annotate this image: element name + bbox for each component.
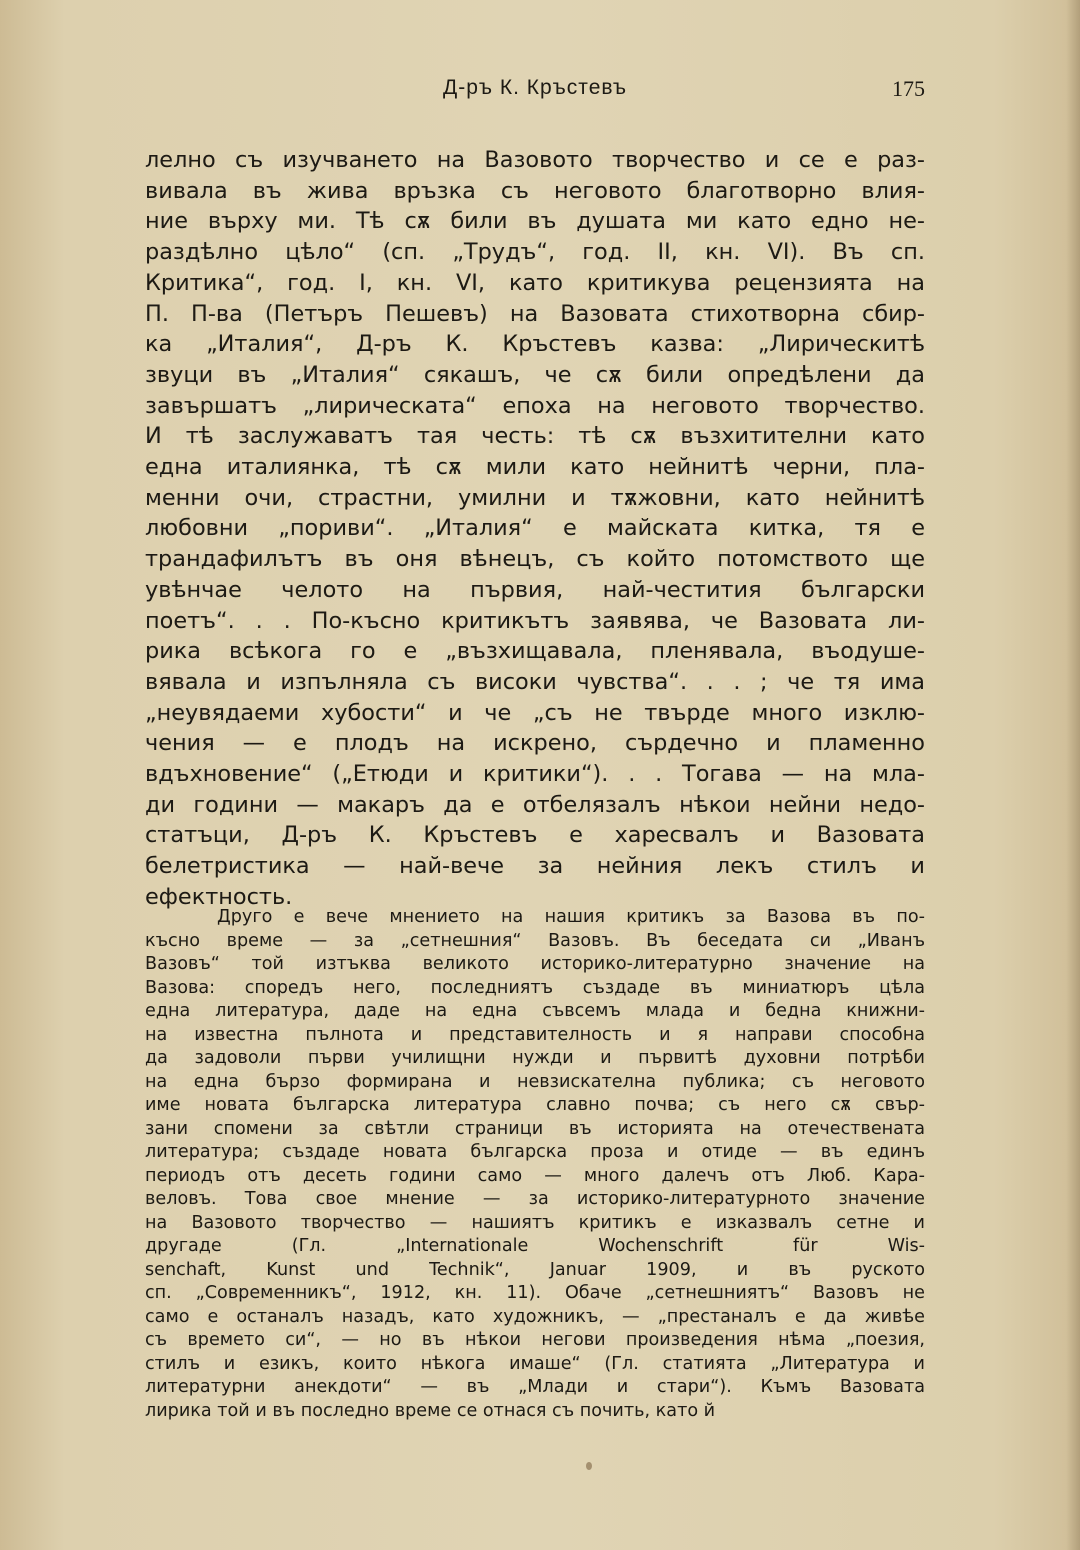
text-line: любовни „пориви“. „Италия“ е майската китка, тя е [145,515,925,542]
text-line: поетъ“. . . По-късно критикътъ заявява, че Вазовата ли- [145,607,925,634]
text-line: вявала и изпълняла съ високи чувства“. . . ; че тя има [145,668,925,695]
text-line: завършатъ „лирическата“ епоха на неговото творчество. [145,392,925,419]
small-text-line: една литература, даде на една съвсемъ млада и бедна книжни- [145,1001,925,1021]
small-text-line: име новата българска литература славно почва; съ него сѫ свър- [145,1095,925,1115]
text-line: чения — е плодъ на искрено, сърдечно и пламенно [145,730,925,757]
text-line: Критика“, год. I, кн. VI, като критикува рецензията на [145,269,925,296]
small-text-line: Друго е вече мнението на нашия критикъ за Вазова въ по- [217,907,925,927]
text-line: менни очи, страстни, умилни и тѫжовни, като нейнитѣ [145,484,925,511]
ink-stain [586,1462,592,1470]
text-line: белетристика — най-вече за нейния лекъ стилъ и [145,853,925,880]
page-edge-shadow [1066,0,1080,1550]
running-title: Д-ръ К. Кръстевъ [443,76,627,99]
text-line: трандафилътъ въ оня вѣнецъ, съ който потомството ще [145,546,925,573]
text-line: вивала въ жива връзка съ неговото благотворно влия- [145,177,925,204]
text-line: ние върху ми. Тѣ сѫ били въ душата ми като едно не- [145,208,925,235]
text-line: ди години — макаръ да е отбелязалъ нѣкои нейни недо- [145,791,925,818]
small-text-line: само е останалъ назадъ, като художникъ, — „престаналъ е да живѣе [145,1306,925,1327]
text-line: една италиянка, тѣ сѫ мили като нейнитѣ черни, пла- [145,454,925,481]
small-text-line: късно време — за „сетнешния“ Вазовъ. Въ беседата си „Иванъ [145,930,925,951]
text-line: звуци въ „Италия“ сякашъ, че сѫ били опредѣлени да [145,361,925,388]
text-line: И тѣ заслужаватъ тая честь: тѣ сѫ възхитителни като [145,423,925,450]
small-text-line: стилъ и езикъ, които нѣкога имаше“ (Гл. статията „Литература и [145,1353,925,1374]
small-text-line: лирика той и въ последно време се отнася съ почить, като й [145,1400,716,1421]
text-line: вдъхновение“ („Етюди и критики“). . . Тогава — на мла- [145,761,925,788]
text-line: статъци, Д-ръ К. Кръстевъ е харесвалъ и Вазовата [145,822,925,849]
small-text-line: Вазовъ“ той изтъква великото историко-литературно значение на [145,954,925,974]
small-text-line: на известна пълнота и представителность и я направи способна [145,1024,925,1045]
small-text-line: съ времето си“, — но въ нѣкои негови произведения нѣма „поезия, [145,1330,925,1350]
text-line: П. П-ва (Петъръ Пешевъ) на Вазовата стихотворна сбир- [145,300,925,327]
text-line: увѣнчае челото на първия, най-честития български [145,576,925,603]
small-text-line: на една бързо формирана и невзискателна публика; съ неговото [145,1071,925,1092]
text-line: ка „Италия“, Д-ръ К. Кръстевъ казва: „Лирическитѣ [145,331,925,358]
small-text-line: senchaft, Kunst und Technik“, Januar 1909, и въ руското [145,1259,925,1280]
main-paragraph [145,145,925,913]
small-text-line: веловъ. Това свое мнение — за историко-литературното значение [145,1189,925,1209]
small-text-line: литература; създаде новата българска проза и отиде — въ единъ [145,1142,925,1162]
text-line: ефектность. [145,883,293,910]
small-text-line: литературни анекдоти“ — въ „Млади и стари“). Къмъ Вазовата [145,1377,925,1397]
page-number: 175 [892,76,925,101]
text-line: рика всѣкога го е „възхищавала, пленявала, въодуше- [145,638,925,665]
small-text-line: Вазова: споредъ него, последниятъ създаде въ миниатюръ цѣла [145,977,925,998]
small-print-paragraph [145,906,925,1423]
text-line: „неувядаеми хубости“ и че „съ не твърде много изклю- [145,699,925,726]
small-text-line: периодъ отъ десеть години само — много далечъ отъ Люб. Кара- [145,1165,925,1186]
text-line: раздѣлно цѣло“ (сп. „Трудъ“, год. II, кн. VI). Въ сп. [145,239,925,266]
running-header [145,76,925,106]
small-text-line: на Вазовото творчество — нашиятъ критикъ е изказвалъ сетне и [145,1212,925,1233]
text-line: лелно съ изучването на Вазовото творчество и се е раз- [145,147,925,173]
small-text-line: зани спомени за свѣтли страници въ историята на отечествената [145,1118,925,1139]
small-text-line: да задоволи първи училищни нужди и първитѣ духовни потрѣби [145,1048,925,1068]
small-text-line: другаде (Гл. „Internationale Wochenschrift für Wis- [145,1236,925,1256]
small-text-line: сп. „Современникъ“, 1912, кн. 11). Обаче „сетнешниятъ“ Вазовъ не [145,1283,925,1303]
